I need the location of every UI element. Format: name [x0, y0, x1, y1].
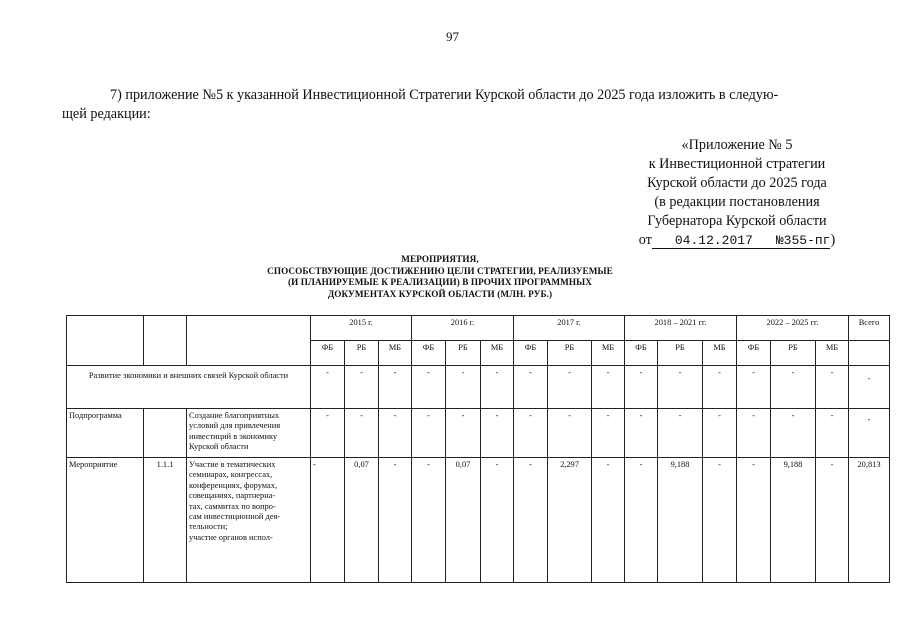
- header-period: 2018 – 2021 гг.: [625, 316, 737, 341]
- table-cell: -: [481, 458, 514, 583]
- header-source: ФБ: [625, 341, 658, 366]
- header-period: 2022 – 2025 гг.: [737, 316, 849, 341]
- row-name-line: совещаниях, партнерна-: [189, 491, 276, 501]
- header-total: Всего: [849, 316, 890, 341]
- header-empty-cell: [187, 316, 311, 366]
- appendix-line-2: к Инвестиционной стратегии: [648, 156, 826, 172]
- table-cell: -: [592, 409, 625, 458]
- header-source: МБ: [481, 341, 514, 366]
- sig-prefix: от: [638, 232, 652, 248]
- table-cell: -: [311, 458, 345, 583]
- table-cell: -: [412, 409, 446, 458]
- table-cell: -: [625, 409, 658, 458]
- row-code: [144, 409, 187, 458]
- table-cell: -: [592, 366, 625, 409]
- table-cell: -: [412, 458, 446, 583]
- table-cell: -: [379, 458, 412, 583]
- table-cell: -: [816, 366, 849, 409]
- title-line-2: СПОСОБСТВУЮЩИЕ ДОСТИЖЕНИЮ ЦЕЛИ СТРАТЕГИИ, РЕАЛИЗУЕМЫЕ: [267, 265, 613, 276]
- amendment-paragraph: [62, 86, 832, 124]
- row-code: 1.1.1: [144, 458, 187, 583]
- table-cell: -: [548, 366, 592, 409]
- table-cell: -: [446, 366, 481, 409]
- header-period: 2016 г.: [412, 316, 514, 341]
- table-cell: -: [514, 409, 548, 458]
- header-source: ФБ: [514, 341, 548, 366]
- header-empty-cell: [144, 316, 187, 366]
- table-cell-total: 20,813: [849, 458, 890, 583]
- table-cell: -: [625, 458, 658, 583]
- table-cell: -: [311, 366, 345, 409]
- table-cell-total: -: [849, 366, 890, 409]
- table-cell: -: [345, 366, 379, 409]
- header-period: 2017 г.: [514, 316, 625, 341]
- table-cell: -: [771, 366, 816, 409]
- table-cell: -: [771, 409, 816, 458]
- header-period: 2015 г.: [311, 316, 412, 341]
- table-cell: -: [737, 366, 771, 409]
- header-source: РБ: [345, 341, 379, 366]
- appendix-header: [612, 136, 862, 250]
- table-cell: -: [816, 458, 849, 583]
- sig-date: 04.12.2017: [652, 234, 776, 249]
- table-cell: -: [379, 366, 412, 409]
- header-empty-cell: [67, 316, 144, 366]
- header-source: МБ: [816, 341, 849, 366]
- table-cell: -: [737, 409, 771, 458]
- row-type: Мероприятие: [67, 458, 144, 583]
- table-cell: -: [345, 409, 379, 458]
- row-name-line: тах, саммитах по вопро-: [189, 501, 276, 511]
- row-name: Создание благоприятных условий для привлечения инвестиций в экономику Курской области: [187, 409, 311, 458]
- table-cell: -: [379, 409, 412, 458]
- table-cell: -: [658, 409, 703, 458]
- table-cell: 0,07: [345, 458, 379, 583]
- row-name-line: семинарах, конгрессах,: [189, 470, 273, 480]
- appendix-line-4: (в редакции постановления: [654, 194, 820, 210]
- table-cell: -: [311, 409, 345, 458]
- sig-number: №355-пг: [775, 233, 831, 248]
- table-cell: -: [548, 409, 592, 458]
- table-row-measure: [67, 458, 890, 583]
- header-source: РБ: [658, 341, 703, 366]
- header-source: РБ: [548, 341, 592, 366]
- header-source: РБ: [446, 341, 481, 366]
- header-source: РБ: [771, 341, 816, 366]
- header-empty-cell: [849, 341, 890, 366]
- table-cell: -: [514, 366, 548, 409]
- row-name-line: Участие в тематических: [189, 460, 276, 469]
- signature-line: [612, 231, 862, 250]
- row-type: Подпрограмма: [67, 409, 144, 458]
- table-cell: -: [703, 366, 737, 409]
- row-name-line: сам инвестиционной дея-: [189, 512, 281, 522]
- paragraph-line-2: щей редакции:: [62, 106, 151, 122]
- table-title: [200, 254, 680, 300]
- table-cell: -: [658, 366, 703, 409]
- table-cell: -: [592, 458, 625, 583]
- header-row-years: [67, 316, 890, 341]
- sig-suffix: ): [830, 232, 836, 248]
- appendix-line-3: Курской области до 2025 года: [647, 175, 827, 191]
- row-name: [187, 458, 311, 583]
- row-label: Развитие экономики и внешних связей Курской области: [67, 366, 311, 409]
- table-cell: -: [514, 458, 548, 583]
- table-cell: -: [625, 366, 658, 409]
- table-row-development: [67, 366, 890, 409]
- table-cell: 9,188: [771, 458, 816, 583]
- appendix-line-1: «Приложение № 5: [681, 137, 793, 153]
- table-cell-total: -: [849, 409, 890, 458]
- table-cell: 2,297: [548, 458, 592, 583]
- table-cell: -: [816, 409, 849, 458]
- header-source: ФБ: [737, 341, 771, 366]
- header-source: ФБ: [311, 341, 345, 366]
- title-line-3: (И ПЛАНИРУЕМЫЕ К РЕАЛИЗАЦИИ) В ПРОЧИХ ПРОГРАММНЫХ: [287, 277, 593, 287]
- table-cell: -: [446, 409, 481, 458]
- table-cell: -: [481, 366, 514, 409]
- row-name-line: участие органов испол-: [189, 532, 273, 542]
- table-cell: -: [737, 458, 771, 583]
- title-line-4: ДОКУМЕНТАХ КУРСКОЙ ОБЛАСТИ (МЛН. РУБ.): [327, 288, 553, 299]
- table-cell: 0,07: [446, 458, 481, 583]
- header-source: МБ: [592, 341, 625, 366]
- header-source: МБ: [703, 341, 737, 366]
- appendix-line-5: Губернатора Курской области: [647, 213, 827, 229]
- table-cell: -: [481, 409, 514, 458]
- table-cell: 9,188: [658, 458, 703, 583]
- table-cell: -: [703, 458, 737, 583]
- page-number: 97: [446, 29, 459, 44]
- table-row-subprogram: [67, 409, 890, 458]
- row-name-line: конференциях, форумах,: [189, 480, 278, 490]
- header-source: ФБ: [412, 341, 446, 366]
- table-cell: -: [703, 409, 737, 458]
- paragraph-line-1: 7) приложение №5 к указанной Инвестиционной Стратегии Курской области до 2025 года изложить в следую-: [110, 87, 779, 103]
- row-name-line: тельности;: [189, 522, 228, 532]
- measures-table: [66, 315, 890, 583]
- title-line-1: МЕРОПРИЯТИЯ,: [401, 254, 479, 264]
- header-source: МБ: [379, 341, 412, 366]
- table-cell: -: [412, 366, 446, 409]
